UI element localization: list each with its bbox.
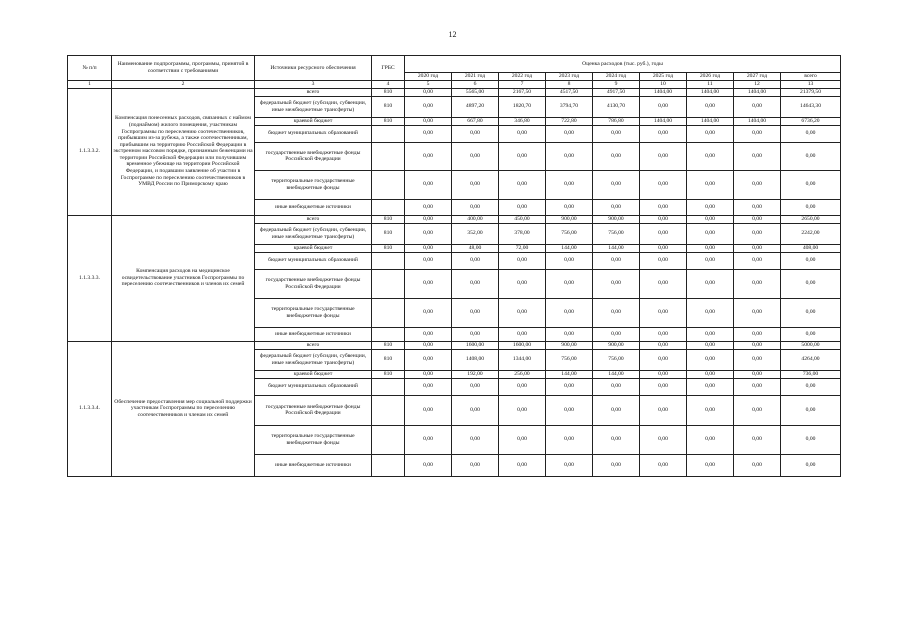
year-value: 0,00 [640, 269, 687, 298]
year-value: 0,00 [499, 395, 546, 425]
total-value: 2242,00 [781, 223, 841, 244]
column-index: 10 [640, 81, 687, 89]
year-value: 0,00 [593, 454, 640, 476]
year-value: 144,00 [546, 370, 593, 378]
year-value: 0,00 [405, 215, 452, 223]
year-value: 0,00 [499, 425, 546, 454]
year-value: 0,00 [734, 298, 781, 327]
year-value: 0,00 [640, 454, 687, 476]
year-value: 4897,20 [452, 96, 499, 117]
year-value: 0,00 [546, 125, 593, 142]
grbs-code [372, 199, 405, 215]
column-index: 5 [405, 81, 452, 89]
year-value: 0,00 [734, 327, 781, 341]
col-estimate-header: Оценка расходов (тыс. руб.), годы [405, 56, 841, 73]
year-value: 0,00 [499, 298, 546, 327]
year-value: 2167,50 [499, 88, 546, 96]
year-value: 4130,70 [593, 96, 640, 117]
year-header: 2027 год [734, 73, 781, 81]
year-value: 450,00 [499, 215, 546, 223]
year-value: 0,00 [640, 349, 687, 370]
year-value: 0,00 [499, 454, 546, 476]
total-value: 5000,00 [781, 341, 841, 349]
year-value: 0,00 [546, 269, 593, 298]
grbs-code [372, 142, 405, 170]
total-value: 6736,20 [781, 117, 841, 125]
column-index: 7 [499, 81, 546, 89]
year-header: 2022 год [499, 73, 546, 81]
year-value: 0,00 [734, 425, 781, 454]
year-value: 0,00 [546, 395, 593, 425]
page-number: 12 [448, 30, 457, 39]
year-value: 0,00 [593, 298, 640, 327]
year-value: 0,00 [405, 96, 452, 117]
year-value: 0,00 [734, 170, 781, 199]
year-value: 1600,00 [452, 341, 499, 349]
year-value: 0,00 [499, 252, 546, 269]
year-value: 0,00 [405, 269, 452, 298]
col-number-header: № п/п [68, 56, 112, 81]
year-value: 0,00 [687, 142, 734, 170]
total-value: 4264,00 [781, 349, 841, 370]
section-name: Компенсация понесенных расходов, связанных с наймом (поднаймом) жилого помещения, участникам Госпрограммы по переселению соотечественников, прибывшим из-за рубежа, а также соотечественникам, прибывшим на территорию Российской Федерации в экстренном массовом порядке, признанным беженцами на территории Российской Федерации или получившим временное убежище на территории Российской Федерации, и подавшим заявление об участии в Госпрограмме по переселению соотечественников в УМВД России по Приморскому краю [112, 88, 255, 215]
year-value: 667,80 [452, 117, 499, 125]
section-code: 1.1.3.3.4. [68, 341, 112, 476]
year-value: 0,00 [734, 370, 781, 378]
funding-source: всего [255, 341, 372, 349]
year-value: 346,80 [499, 117, 546, 125]
year-value: 0,00 [640, 96, 687, 117]
year-value: 0,00 [405, 88, 452, 96]
year-value: 0,00 [734, 244, 781, 252]
column-index: 13 [781, 81, 841, 89]
col-source-header: Источники ресурсного обеспечения [255, 56, 372, 81]
year-value: 1404,00 [687, 117, 734, 125]
grbs-code: 810 [372, 244, 405, 252]
year-value: 0,00 [687, 170, 734, 199]
year-value: 900,00 [593, 341, 640, 349]
total-value: 0,00 [781, 252, 841, 269]
funding-source: федеральный бюджет (субсидии, субвенции, иные межбюджетные трансферты) [255, 96, 372, 117]
year-value: 0,00 [405, 244, 452, 252]
total-value: 0,00 [781, 454, 841, 476]
section-name: Компенсация расходов на медицинское освидетельствование участников Госпрограммы по переселению соотечественников и членов их семей [112, 215, 255, 341]
year-value: 0,00 [734, 125, 781, 142]
year-value: 0,00 [452, 425, 499, 454]
year-value: 0,00 [734, 142, 781, 170]
year-value: 0,00 [734, 96, 781, 117]
column-index: 11 [687, 81, 734, 89]
grbs-code [372, 454, 405, 476]
total-value: 21379,50 [781, 88, 841, 96]
table-row [68, 341, 841, 349]
funding-source: иные внебюджетные источники [255, 454, 372, 476]
year-value: 0,00 [687, 269, 734, 298]
year-header: 2024 год [593, 73, 640, 81]
year-value: 352,00 [452, 223, 499, 244]
year-value: 0,00 [405, 298, 452, 327]
year-value: 0,00 [734, 269, 781, 298]
year-value: 256,00 [499, 370, 546, 378]
funding-source: иные внебюджетные источники [255, 327, 372, 341]
year-value: 0,00 [405, 142, 452, 170]
grbs-code [372, 378, 405, 395]
year-value: 1344,00 [499, 349, 546, 370]
grbs-code [372, 425, 405, 454]
year-value: 0,00 [734, 349, 781, 370]
year-value: 0,00 [687, 223, 734, 244]
year-value: 0,00 [593, 269, 640, 298]
year-value: 722,80 [546, 117, 593, 125]
year-value: 0,00 [640, 125, 687, 142]
funding-source: федеральный бюджет (субсидии, субвенции, иные межбюджетные трансферты) [255, 223, 372, 244]
table-row [68, 88, 841, 96]
year-value: 0,00 [593, 142, 640, 170]
grbs-code: 810 [372, 88, 405, 96]
grbs-code [372, 252, 405, 269]
year-value: 0,00 [499, 199, 546, 215]
year-value: 0,00 [734, 223, 781, 244]
funding-source: краевой бюджет [255, 117, 372, 125]
year-value: 0,00 [593, 395, 640, 425]
year-value: 0,00 [546, 252, 593, 269]
year-value: 0,00 [546, 298, 593, 327]
section-code: 1.1.3.3.3. [68, 215, 112, 341]
year-value: 144,00 [593, 370, 640, 378]
year-value: 0,00 [593, 327, 640, 341]
year-value: 0,00 [405, 341, 452, 349]
grbs-code: 810 [372, 117, 405, 125]
column-index: 3 [255, 81, 372, 89]
year-value: 756,00 [546, 223, 593, 244]
year-value: 4917,50 [593, 88, 640, 96]
year-value: 5565,00 [452, 88, 499, 96]
year-value: 192,00 [452, 370, 499, 378]
year-value: 0,00 [546, 378, 593, 395]
year-value: 0,00 [546, 327, 593, 341]
year-value: 0,00 [499, 125, 546, 142]
year-value: 0,00 [546, 170, 593, 199]
year-value: 0,00 [640, 170, 687, 199]
year-value: 0,00 [687, 252, 734, 269]
column-index: 1 [68, 81, 112, 89]
funding-source: федеральный бюджет (субсидии, субвенции, иные межбюджетные трансферты) [255, 349, 372, 370]
year-value: 0,00 [452, 170, 499, 199]
year-value: 0,00 [640, 425, 687, 454]
year-value: 0,00 [687, 454, 734, 476]
year-value: 0,00 [640, 215, 687, 223]
grbs-code: 810 [372, 341, 405, 349]
year-value: 0,00 [593, 199, 640, 215]
column-index: 12 [734, 81, 781, 89]
year-value: 1408,00 [452, 349, 499, 370]
year-value: 0,00 [734, 199, 781, 215]
year-header: 2020 год [405, 73, 452, 81]
total-value: 0,00 [781, 125, 841, 142]
year-value: 0,00 [405, 252, 452, 269]
year-value: 0,00 [687, 341, 734, 349]
year-value: 0,00 [499, 378, 546, 395]
year-value: 0,00 [405, 425, 452, 454]
year-value: 0,00 [687, 199, 734, 215]
total-value: 736,00 [781, 370, 841, 378]
total-value: 0,00 [781, 395, 841, 425]
column-index: 6 [452, 81, 499, 89]
column-index: 8 [546, 81, 593, 89]
year-value: 0,00 [734, 378, 781, 395]
year-value: 72,00 [499, 244, 546, 252]
year-value: 0,00 [687, 395, 734, 425]
year-value: 786,80 [593, 117, 640, 125]
year-value: 0,00 [640, 252, 687, 269]
year-value: 0,00 [640, 395, 687, 425]
year-value: 0,00 [499, 142, 546, 170]
year-value: 0,00 [452, 298, 499, 327]
year-value: 1404,00 [640, 117, 687, 125]
year-value: 0,00 [593, 170, 640, 199]
year-value: 0,00 [640, 341, 687, 349]
total-value: 2650,00 [781, 215, 841, 223]
total-value: 0,00 [781, 298, 841, 327]
grbs-code: 810 [372, 215, 405, 223]
year-value: 900,00 [546, 215, 593, 223]
year-value: 1404,00 [687, 88, 734, 96]
year-value: 0,00 [452, 269, 499, 298]
year-value: 0,00 [405, 125, 452, 142]
year-value: 0,00 [405, 395, 452, 425]
year-value: 0,00 [499, 269, 546, 298]
year-value: 0,00 [734, 252, 781, 269]
year-value: 0,00 [452, 142, 499, 170]
year-value: 0,00 [593, 378, 640, 395]
year-value: 0,00 [593, 252, 640, 269]
year-value: 0,00 [546, 199, 593, 215]
year-value: 48,00 [452, 244, 499, 252]
year-value: 0,00 [593, 425, 640, 454]
year-value: 0,00 [405, 378, 452, 395]
year-value: 0,00 [593, 125, 640, 142]
year-value: 144,00 [546, 244, 593, 252]
section-name: Обеспечение предоставления мер социальной поддержки участникам Госпрограммы по переселению соотечественников и членам их семей [112, 341, 255, 476]
total-value: 0,00 [781, 378, 841, 395]
col-name-header: Наименование подпрограммы, программы, принятой в соответствии с требованиями [112, 56, 255, 81]
year-value: 0,00 [452, 199, 499, 215]
year-header: 2021 год [452, 73, 499, 81]
funding-source: территориальные государственные внебюджетные фонды [255, 298, 372, 327]
funding-source: иные внебюджетные источники [255, 199, 372, 215]
funding-source: краевой бюджет [255, 244, 372, 252]
funding-source: всего [255, 215, 372, 223]
funding-source: бюджет муниципальных образований [255, 125, 372, 142]
year-value: 0,00 [405, 117, 452, 125]
year-value: 0,00 [405, 454, 452, 476]
column-index: 2 [112, 81, 255, 89]
year-value: 0,00 [687, 244, 734, 252]
year-value: 0,00 [405, 327, 452, 341]
year-value: 0,00 [687, 327, 734, 341]
year-value: 0,00 [640, 327, 687, 341]
year-value: 0,00 [452, 125, 499, 142]
year-value: 1404,00 [640, 88, 687, 96]
funding-source: территориальные государственные внебюджетные фонды [255, 170, 372, 199]
year-value: 0,00 [405, 349, 452, 370]
total-value: 0,00 [781, 170, 841, 199]
year-value: 0,00 [640, 199, 687, 215]
year-value: 0,00 [687, 298, 734, 327]
grbs-code: 810 [372, 223, 405, 244]
grbs-code [372, 298, 405, 327]
year-value: 900,00 [546, 341, 593, 349]
year-value: 0,00 [546, 454, 593, 476]
year-value: 0,00 [640, 223, 687, 244]
funding-source: всего [255, 88, 372, 96]
year-value: 0,00 [687, 378, 734, 395]
year-value: 756,00 [593, 349, 640, 370]
year-value: 0,00 [734, 215, 781, 223]
year-value: 0,00 [499, 327, 546, 341]
grbs-code [372, 327, 405, 341]
total-value: 0,00 [781, 327, 841, 341]
year-value: 0,00 [687, 425, 734, 454]
year-value: 0,00 [687, 215, 734, 223]
year-value: 756,00 [546, 349, 593, 370]
year-value: 0,00 [640, 378, 687, 395]
grbs-code [372, 395, 405, 425]
year-header: всего [781, 73, 841, 81]
year-value: 0,00 [640, 142, 687, 170]
year-value: 1820,70 [499, 96, 546, 117]
total-value: 0,00 [781, 269, 841, 298]
year-value: 0,00 [640, 298, 687, 327]
funding-source: бюджет муниципальных образований [255, 252, 372, 269]
year-value: 400,00 [452, 215, 499, 223]
year-value: 0,00 [452, 378, 499, 395]
grbs-code: 810 [372, 370, 405, 378]
year-value: 0,00 [687, 370, 734, 378]
year-value: 4517,50 [546, 88, 593, 96]
funding-source: краевой бюджет [255, 370, 372, 378]
year-value: 0,00 [687, 349, 734, 370]
year-value: 0,00 [734, 395, 781, 425]
total-value: 0,00 [781, 425, 841, 454]
year-value: 0,00 [405, 170, 452, 199]
year-value: 0,00 [640, 244, 687, 252]
year-value: 900,00 [593, 215, 640, 223]
total-value: 0,00 [781, 142, 841, 170]
year-value: 0,00 [405, 370, 452, 378]
grbs-code [372, 170, 405, 199]
year-header: 2023 год [546, 73, 593, 81]
grbs-code [372, 125, 405, 142]
table-row [68, 215, 841, 223]
grbs-code: 810 [372, 96, 405, 117]
year-value: 756,00 [593, 223, 640, 244]
year-value: 3794,70 [546, 96, 593, 117]
year-header: 2026 год [687, 73, 734, 81]
grbs-code: 810 [372, 349, 405, 370]
year-value: 0,00 [452, 252, 499, 269]
year-value: 144,00 [593, 244, 640, 252]
year-value: 0,00 [687, 96, 734, 117]
funding-source: государственные внебюджетные фонды Российской Федерации [255, 395, 372, 425]
funding-source: бюджет муниципальных образований [255, 378, 372, 395]
year-value: 378,00 [499, 223, 546, 244]
total-value: 408,00 [781, 244, 841, 252]
year-value: 0,00 [546, 425, 593, 454]
column-index: 9 [593, 81, 640, 89]
grbs-code [372, 269, 405, 298]
year-value: 1404,00 [734, 117, 781, 125]
column-index: 4 [372, 81, 405, 89]
year-value: 0,00 [640, 370, 687, 378]
year-value: 0,00 [405, 199, 452, 215]
funding-source: территориальные государственные внебюджетные фонды [255, 425, 372, 454]
funding-source: государственные внебюджетные фонды Российской Федерации [255, 269, 372, 298]
funding-source: государственные внебюджетные фонды Российской Федерации [255, 142, 372, 170]
year-value: 0,00 [734, 341, 781, 349]
year-value: 0,00 [452, 395, 499, 425]
year-value: 0,00 [687, 125, 734, 142]
year-value: 0,00 [405, 223, 452, 244]
section-code: 1.1.3.3.2. [68, 88, 112, 215]
year-value: 0,00 [546, 142, 593, 170]
year-value: 0,00 [734, 454, 781, 476]
budget-table [67, 55, 841, 477]
year-value: 0,00 [452, 327, 499, 341]
year-header: 2025 год [640, 73, 687, 81]
year-value: 0,00 [452, 454, 499, 476]
year-value: 1600,00 [499, 341, 546, 349]
col-grbs-header: ГРБС [372, 56, 405, 81]
year-value: 0,00 [499, 170, 546, 199]
year-value: 1404,00 [734, 88, 781, 96]
total-value: 14643,30 [781, 96, 841, 117]
total-value: 0,00 [781, 199, 841, 215]
